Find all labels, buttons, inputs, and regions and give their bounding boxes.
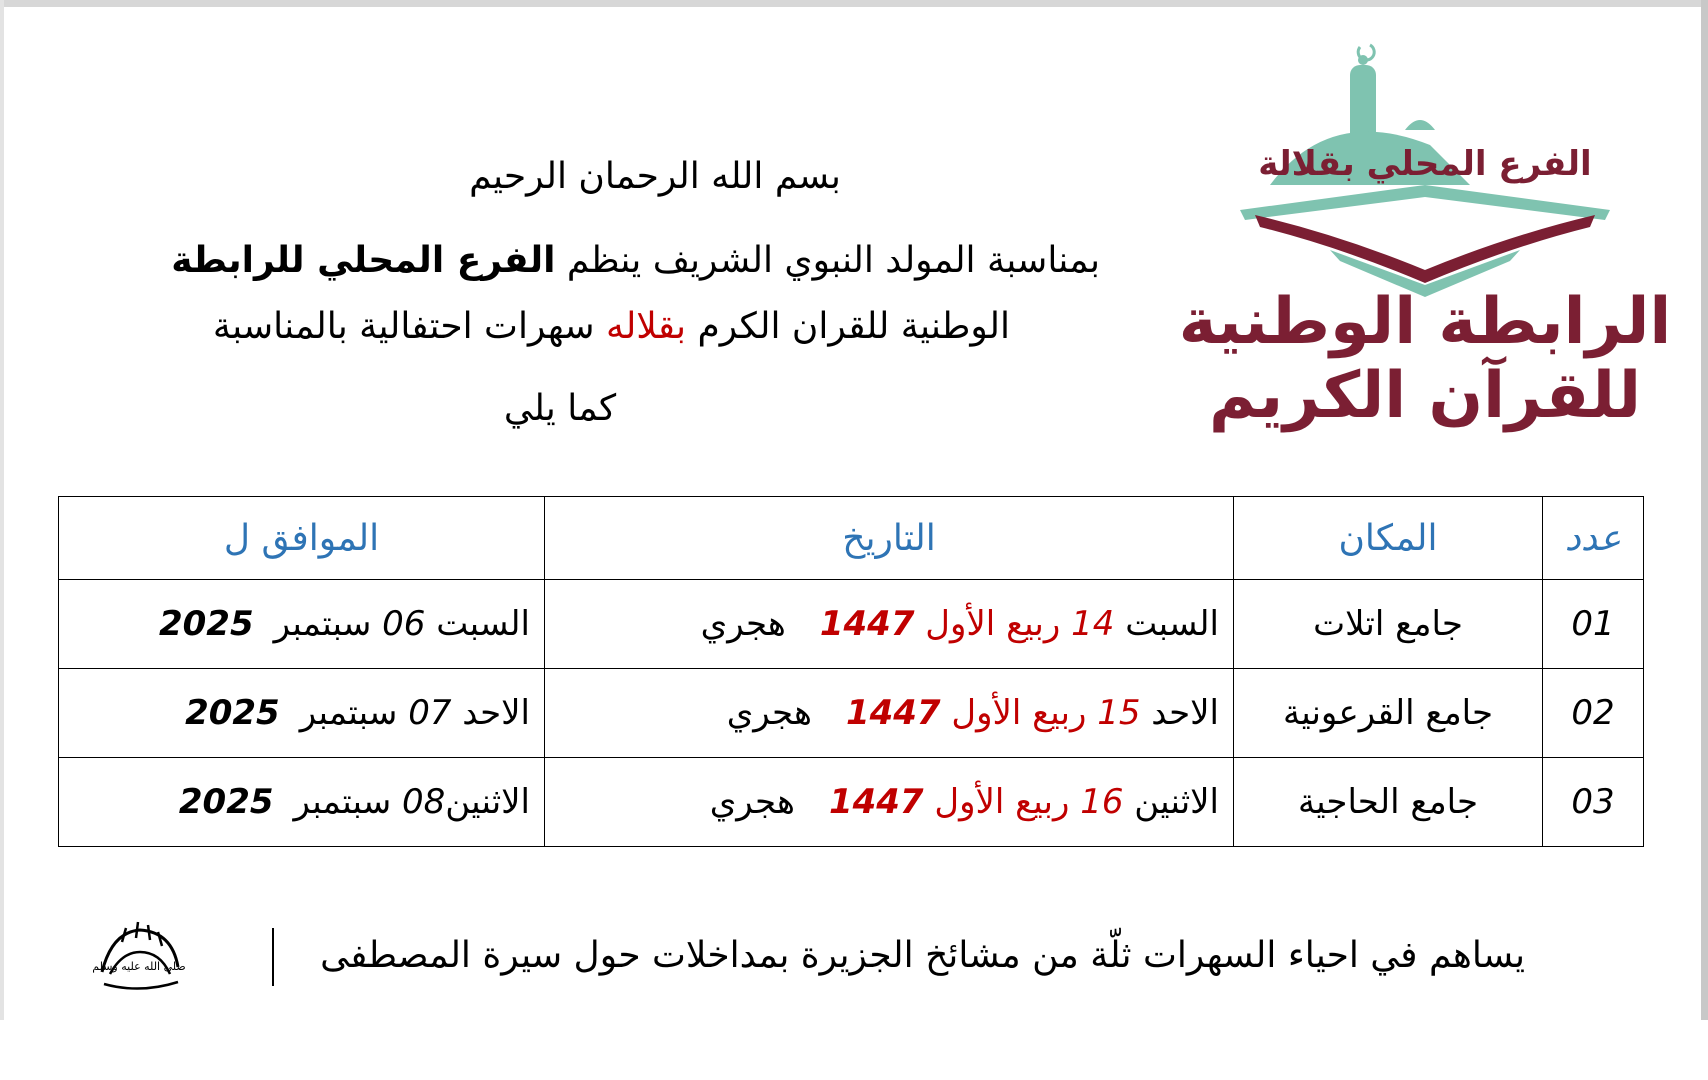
hijri-month: ربيع الأول bbox=[934, 782, 1070, 822]
intro-line-3: كما يلي bbox=[503, 388, 617, 429]
row-greg-date bbox=[59, 758, 545, 847]
hijri-year: 1447 bbox=[828, 782, 924, 822]
hijri-month: ربيع الأول bbox=[925, 604, 1061, 644]
basmala-line: بسم الله الرحمان الرحيم bbox=[469, 156, 841, 197]
row-hijri-date bbox=[545, 758, 1234, 847]
window-left-border bbox=[0, 0, 4, 1020]
row-place: جامع اتلات bbox=[1234, 580, 1543, 669]
hijri-era: هجري bbox=[700, 604, 786, 644]
row-greg-date bbox=[59, 669, 545, 758]
logo-banner-text: الفرع المحلي بقلالة bbox=[1258, 144, 1592, 184]
hijri-era: هجري bbox=[726, 693, 812, 733]
hijri-day-name: الاثنين bbox=[1134, 782, 1219, 822]
greg-day-name: الاحد bbox=[462, 693, 530, 733]
greg-year: 2025 bbox=[185, 693, 280, 733]
intro-line-2-rest: سهرات احتفالية بالمناسبة bbox=[212, 306, 607, 347]
table-row bbox=[59, 669, 1644, 758]
header-date: التاريخ bbox=[545, 497, 1234, 580]
window-right-border bbox=[1701, 0, 1708, 1020]
greg-month: سبتمبر bbox=[273, 604, 372, 644]
salawat-calligraphy bbox=[92, 912, 187, 997]
greg-year: 2025 bbox=[178, 782, 274, 822]
hijri-day-name: السبت bbox=[1125, 604, 1219, 644]
row-hijri-date bbox=[545, 669, 1234, 758]
hijri-year: 1447 bbox=[819, 604, 915, 644]
hijri-year: 1447 bbox=[845, 693, 941, 733]
logo-main-line2: للقرآن الكريم bbox=[1208, 359, 1642, 433]
seal-text: صلى الله عليه وسلم bbox=[92, 960, 186, 973]
footer-text: يساهم في احياء السهرات ثلّة من مشائخ الجزيرة بمداخلات حول سيرة المصطفى bbox=[320, 935, 1525, 976]
header-greg: الموافق ل bbox=[59, 497, 545, 580]
page-bottom-area bbox=[0, 1020, 1708, 1080]
intro-line-2-text: الوطنية للقران الكرم bbox=[686, 306, 1010, 347]
window-top-border bbox=[0, 0, 1708, 7]
header-num: عدد bbox=[1543, 497, 1644, 580]
greg-day: 06 bbox=[382, 604, 426, 644]
intro-line-1-bold: الفرع المحلي للرابطة bbox=[171, 240, 556, 281]
book-shape bbox=[1240, 185, 1610, 220]
hijri-day: 14 bbox=[1071, 604, 1115, 644]
table-header-row bbox=[59, 497, 1644, 580]
row-greg-date bbox=[59, 580, 545, 669]
greg-month: سبتمبر bbox=[299, 693, 398, 733]
header-place: المكان bbox=[1234, 497, 1543, 580]
association-logo bbox=[1178, 35, 1672, 435]
text-cursor bbox=[272, 928, 274, 986]
row-num: 03 bbox=[1543, 758, 1644, 847]
row-place: جامع القرعونية bbox=[1234, 669, 1543, 758]
row-num: 02 bbox=[1543, 669, 1644, 758]
row-hijri-date bbox=[545, 580, 1234, 669]
greg-day-name: السبت bbox=[436, 604, 530, 644]
greg-day-name: الاثنين bbox=[445, 782, 530, 822]
intro-line-2 bbox=[140, 306, 1010, 347]
hijri-day: 15 bbox=[1097, 693, 1141, 733]
row-place: جامع الحاجية bbox=[1234, 758, 1543, 847]
greg-day: 07 bbox=[408, 693, 452, 733]
intro-line-1-text: بمناسبة المولد النبوي الشريف ينظم bbox=[555, 240, 1100, 281]
hijri-day-name: الاحد bbox=[1151, 693, 1219, 733]
intro-line-1 bbox=[140, 240, 1100, 281]
greg-day: 08 bbox=[402, 782, 446, 822]
intro-line-2-town: بقلاله bbox=[606, 306, 687, 347]
hijri-day: 16 bbox=[1080, 782, 1124, 822]
hijri-month: ربيع الأول bbox=[951, 693, 1087, 733]
hijri-era: هجري bbox=[709, 782, 795, 822]
greg-month: سبتمبر bbox=[293, 782, 392, 822]
table-row bbox=[59, 580, 1644, 669]
greg-year: 2025 bbox=[158, 604, 254, 644]
logo-main-line1: الرابطة الوطنية bbox=[1178, 285, 1672, 359]
row-num: 01 bbox=[1543, 580, 1644, 669]
table-row bbox=[59, 758, 1644, 847]
schedule-table bbox=[58, 496, 1644, 847]
